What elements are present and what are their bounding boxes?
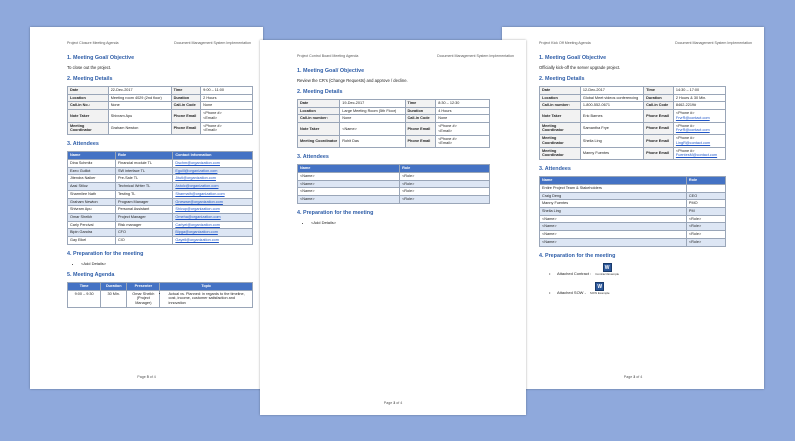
table-row: [298, 135, 490, 147]
table-cell: 12-Dec-2017: [580, 87, 643, 95]
page-number: Page 3 of 4: [623, 375, 643, 379]
table-cell: Testing TL: [115, 190, 172, 198]
column-header: Role: [686, 177, 725, 185]
table-cell: <Name>: [340, 123, 405, 135]
table-cell: <Phone #> <Email>: [436, 135, 490, 147]
section-objective: 1. Meeting Goal/ Objective: [539, 55, 607, 61]
table-cell: Sharmilee Nath: [68, 190, 116, 198]
table-cell: Meeting Coordinator: [68, 122, 109, 134]
table-row: [540, 102, 726, 110]
table-cell: Eric Barnes: [580, 110, 643, 122]
table-cell: 9:00 – 11:00: [201, 87, 253, 95]
table-row: [68, 122, 253, 134]
table-row: [298, 180, 490, 188]
table-cell: <Role>: [400, 196, 490, 204]
table-cell: 2 Hours & 30 Min.: [673, 94, 725, 102]
table-cell[interactable]: Dschm@organization.com: [173, 159, 253, 167]
table-cell: Location: [540, 94, 581, 102]
agenda-col-presenter: Presenter: [127, 282, 160, 290]
column-header: Role: [115, 152, 172, 160]
table-cell: Location: [68, 94, 109, 102]
table-cell: <Name>: [540, 231, 687, 239]
section-attendees: 3. Attendees: [539, 166, 571, 173]
section-preparation: 4. Preparation for the meeting: [539, 252, 616, 259]
contract-attachment[interactable]: W Contract Example: [595, 264, 620, 276]
table-cell: Call-in number:: [298, 115, 340, 123]
table-cell: <Role>: [400, 172, 490, 180]
table-cell[interactable]: Bipga@organization.com: [173, 229, 253, 237]
table-row: [68, 159, 253, 167]
table-row: [68, 110, 253, 122]
table-row: [540, 135, 726, 147]
objective-text: To close out the project.: [67, 65, 112, 70]
table-cell: Note Taker: [298, 123, 340, 135]
word-document-icon: W: [603, 263, 612, 272]
table-cell: Time: [171, 87, 201, 95]
word-document-icon: W: [595, 282, 604, 291]
attendees-table: [297, 164, 490, 204]
header-project: Document Management System Implementation: [437, 54, 514, 58]
table-cell: CEO: [686, 192, 725, 200]
table-cell: <Name>: [298, 172, 400, 180]
closure-agenda-page: [30, 27, 263, 389]
table-cell: Manny Fuentes: [540, 200, 687, 208]
table-cell: <Name>: [540, 215, 687, 223]
agenda-duration: 30 Min.: [101, 290, 127, 307]
table-cell: 8462-2219#: [673, 102, 725, 110]
table-row: [540, 184, 726, 192]
table-cell: Meeting room 4029 (2nd floor): [108, 94, 171, 102]
section-details: 2. Meeting Details: [539, 76, 585, 82]
table-cell: Call-in Code: [405, 115, 436, 123]
table-row: [540, 208, 726, 216]
attachment-contract: • Attached Contract : W Contract Example: [549, 264, 620, 276]
table-cell: Phone Email: [405, 135, 436, 147]
table-cell: Carly Percival: [68, 221, 116, 229]
table-cell[interactable]: <Phone #> FrvrR@contact.com: [673, 122, 725, 134]
table-row: [68, 229, 253, 237]
table-cell: <Role>: [686, 238, 725, 246]
section-objective: 1. Meeting Goal/ Objective: [297, 68, 365, 74]
table-cell: Project Manager: [115, 214, 172, 222]
table-cell[interactable]: Omeha@organization.com: [173, 214, 253, 222]
table-cell: Entire Project Team & Stakeholders: [540, 184, 687, 192]
table-cell: Meeting Coordinator: [298, 135, 340, 147]
table-cell[interactable]: Carlyei@organization.com: [173, 221, 253, 229]
table-row: [540, 94, 726, 102]
prep-item: • <Add Details>: [311, 220, 490, 225]
table-cell: Gay Eikel: [68, 237, 116, 245]
table-cell: <Role>: [686, 231, 725, 239]
table-row: [68, 221, 253, 229]
table-row: [68, 102, 253, 110]
agenda-time: 9:00 – 9:30: [68, 290, 101, 307]
agenda-topic: • Actual vs. Planned: in regards to the timeline, cost, income, customer satisfaction and innovation: [168, 292, 250, 306]
page-number: Page 5 of 4: [137, 375, 156, 379]
table-cell: Dina Schmitz: [68, 159, 116, 167]
table-cell: PMO: [686, 200, 725, 208]
table-cell: Omar Sheikh: [68, 214, 116, 222]
table-row: [68, 94, 253, 102]
table-cell: <Name>: [540, 238, 687, 246]
table-cell: Phone Email: [644, 110, 674, 122]
table-cell: Program Manager: [115, 198, 172, 206]
prep-item: • <Add Details>: [81, 261, 253, 266]
table-row: [298, 115, 490, 123]
table-cell[interactable]: Shivup@organization.com: [173, 206, 253, 214]
table-row: [68, 175, 253, 183]
header-project: Document Management System Implementation: [675, 41, 752, 45]
section-preparation: 4. Preparation for the meeting: [67, 250, 144, 257]
section-objective: 1. Meeting Goal/ Objective: [67, 55, 135, 61]
table-cell: Phone Email: [644, 147, 674, 159]
table-cell: Call-in Code: [171, 102, 201, 110]
table-cell[interactable]: Gayeil@organization.com: [173, 237, 253, 245]
table-cell: Call-in number:: [540, 102, 581, 110]
table-cell: Duration: [644, 94, 674, 102]
table-row: [68, 206, 253, 214]
table-cell[interactable]: <Phone #> FrvrR@contact.com: [673, 110, 725, 122]
table-cell: <Role>: [400, 188, 490, 196]
table-cell: Craig Deng: [540, 192, 687, 200]
table-cell: Location: [298, 107, 340, 115]
section-details: 2. Meeting Details: [297, 89, 343, 95]
table-cell: <Phone #> <Email>: [201, 110, 253, 122]
column-header: Role: [400, 165, 490, 173]
table-cell[interactable]: Astolc@organization.com: [173, 183, 253, 191]
table-cell: Call-in Code: [644, 102, 674, 110]
table-cell: Note Taker: [540, 110, 581, 122]
table-cell[interactable]: <Phone #> LingR@contact.com: [673, 135, 725, 147]
table-cell: Aasi Stiloz: [68, 183, 116, 191]
column-header: Name: [298, 165, 400, 173]
table-cell: 4 Hours: [436, 107, 490, 115]
header-title: Project Kick Off Meeting Agenda: [539, 41, 591, 45]
table-row: [298, 172, 490, 180]
table-cell: Phone Email: [171, 110, 201, 122]
column-header: Contact Information: [173, 152, 253, 160]
table-cell: <Role>: [686, 223, 725, 231]
table-cell: None: [201, 102, 253, 110]
table-row: [540, 238, 726, 246]
table-cell: Call-in No.:: [68, 102, 109, 110]
table-cell: CIO: [115, 237, 172, 245]
table-cell: Time: [644, 87, 674, 95]
table-cell: Sheila Ling: [580, 135, 643, 147]
table-cell: None: [340, 115, 405, 123]
table-cell: Samantha Frye: [580, 122, 643, 134]
table-cell[interactable]: Gnewwe@organization.com: [173, 198, 253, 206]
table-row: [540, 147, 726, 159]
table-row: [68, 167, 253, 175]
table-cell: Graham Newton: [68, 198, 116, 206]
table-cell: Graham Newton: [108, 122, 171, 134]
table-row: [298, 188, 490, 196]
table-row: [540, 87, 726, 95]
table-cell: None: [108, 102, 171, 110]
table-row: [540, 110, 726, 122]
control-board-agenda-page: [260, 40, 526, 415]
table-cell: Risk manager: [115, 221, 172, 229]
agenda-col-time: Time: [68, 282, 101, 290]
details-table: [539, 86, 726, 160]
table-row: [540, 192, 726, 200]
table-cell: Technical Writer TL: [115, 183, 172, 191]
table-cell[interactable]: Sharmath@organization.com: [173, 190, 253, 198]
table-row: [540, 231, 726, 239]
table-row: [540, 215, 726, 223]
table-cell: 14:30 – 17:00: [673, 87, 725, 95]
table-cell: None: [436, 115, 490, 123]
table-row: [68, 87, 253, 95]
table-cell: 1-800-552-0671: [580, 102, 643, 110]
table-cell: Phone Email: [171, 122, 201, 134]
table-cell: <Name>: [298, 196, 400, 204]
table-cell: PM: [686, 208, 725, 216]
table-cell[interactable]: Jitutl@organization.com: [173, 175, 253, 183]
details-table: [67, 86, 253, 135]
table-cell[interactable]: Eguill@organization.com: [173, 167, 253, 175]
table-cell: 8:30 – 12:30: [436, 100, 490, 108]
table-cell: Jitendra Naiker: [68, 175, 116, 183]
objective-text: Review the CR’s (Change Requests) and approve / decline.: [297, 78, 408, 83]
table-cell: <Role>: [400, 180, 490, 188]
section-attendees: 3. Attendees: [67, 141, 99, 148]
table-cell: 2 Hours: [201, 94, 253, 102]
table-row: [540, 200, 726, 208]
table-cell: Financial module TL: [115, 159, 172, 167]
section-agenda: 5. Meeting Agenda: [67, 271, 115, 278]
table-cell: 22-Dec-2017: [108, 87, 171, 95]
attachment-sow: • Attached SOW - W SOW Example: [549, 283, 610, 295]
attendees-table: [539, 176, 726, 247]
table-cell: Time: [405, 100, 436, 108]
table-cell: SW interface TL: [115, 167, 172, 175]
table-cell: Rohit Das: [340, 135, 405, 147]
kickoff-agenda-page: [502, 27, 764, 389]
table-cell: Note Taker: [68, 110, 109, 122]
table-cell: Manny Fuentes: [580, 147, 643, 159]
agenda-col-duration: Duration: [101, 282, 127, 290]
header-title: Project Closure Meeting Agenda: [67, 41, 119, 45]
table-cell: Ezeo Guillot: [68, 167, 116, 175]
table-cell: Meeting Coordinator: [540, 135, 581, 147]
header-project: Document Management System Implementation: [174, 41, 251, 45]
objective-text: Officially kick-off the server upgrade project.: [539, 65, 621, 70]
table-cell: Personal Assistant: [115, 206, 172, 214]
table-cell: Large Meeting Room (5th Floor): [340, 107, 405, 115]
details-table: [297, 99, 490, 148]
table-cell: Meeting Coordinator: [540, 147, 581, 159]
column-header: Name: [540, 177, 687, 185]
table-cell: Date: [298, 100, 340, 108]
table-row: [298, 123, 490, 135]
table-row: [540, 223, 726, 231]
table-cell: 19-Dec-2017: [340, 100, 405, 108]
table-row: [68, 183, 253, 191]
table-cell: CFO: [115, 229, 172, 237]
table-row: [68, 214, 253, 222]
table-cell: Bipin Gandra: [68, 229, 116, 237]
header-title: Project Control Board Meeting Agenda: [297, 54, 359, 58]
table-cell: <Name>: [298, 188, 400, 196]
section-preparation: 4. Preparation for the meeting: [297, 209, 374, 216]
table-cell: Shivram Apu: [68, 206, 116, 214]
table-cell: Sheila Ling: [540, 208, 687, 216]
table-cell: <Phone #> <Email>: [201, 122, 253, 134]
section-attendees: 3. Attendees: [297, 154, 329, 161]
table-row: [298, 196, 490, 204]
section-details: 2. Meeting Details: [67, 76, 113, 82]
table-row: [298, 107, 490, 115]
page-number: Page 3 of 4: [383, 401, 403, 405]
table-cell: [686, 184, 725, 192]
table-cell: <Name>: [540, 223, 687, 231]
agenda-presenter: Omar Sheikh (Project Manager): [127, 290, 160, 307]
table-row: [68, 198, 253, 206]
agenda-col-topic: Topic: [160, 282, 253, 290]
table-cell: Phone Email: [644, 135, 674, 147]
table-cell: Phone Email: [405, 123, 436, 135]
table-cell: <Phone #> <Email>: [436, 123, 490, 135]
table-cell: Duration: [405, 107, 436, 115]
table-cell: <Name>: [298, 180, 400, 188]
table-cell: Global Meet videos conferencing: [580, 94, 643, 102]
table-cell[interactable]: <Phone #> FuentesM@contact.com: [673, 147, 725, 159]
agenda-table: [67, 282, 253, 308]
column-header: Name: [68, 152, 116, 160]
table-row: [540, 122, 726, 134]
table-cell: Meeting Coordinator: [540, 122, 581, 134]
attendees-table: [67, 151, 253, 245]
table-row: [298, 100, 490, 108]
table-cell: <Role>: [686, 215, 725, 223]
table-cell: Date: [540, 87, 581, 95]
table-cell: Shivram Apu: [108, 110, 171, 122]
table-cell: Phone Email: [644, 122, 674, 134]
table-row: [68, 237, 253, 245]
sow-attachment[interactable]: W SOW Example: [589, 283, 610, 295]
table-row: [68, 190, 253, 198]
table-cell: Date: [68, 87, 109, 95]
table-cell: Pre-Sale TL: [115, 175, 172, 183]
table-cell: Duration: [171, 94, 201, 102]
